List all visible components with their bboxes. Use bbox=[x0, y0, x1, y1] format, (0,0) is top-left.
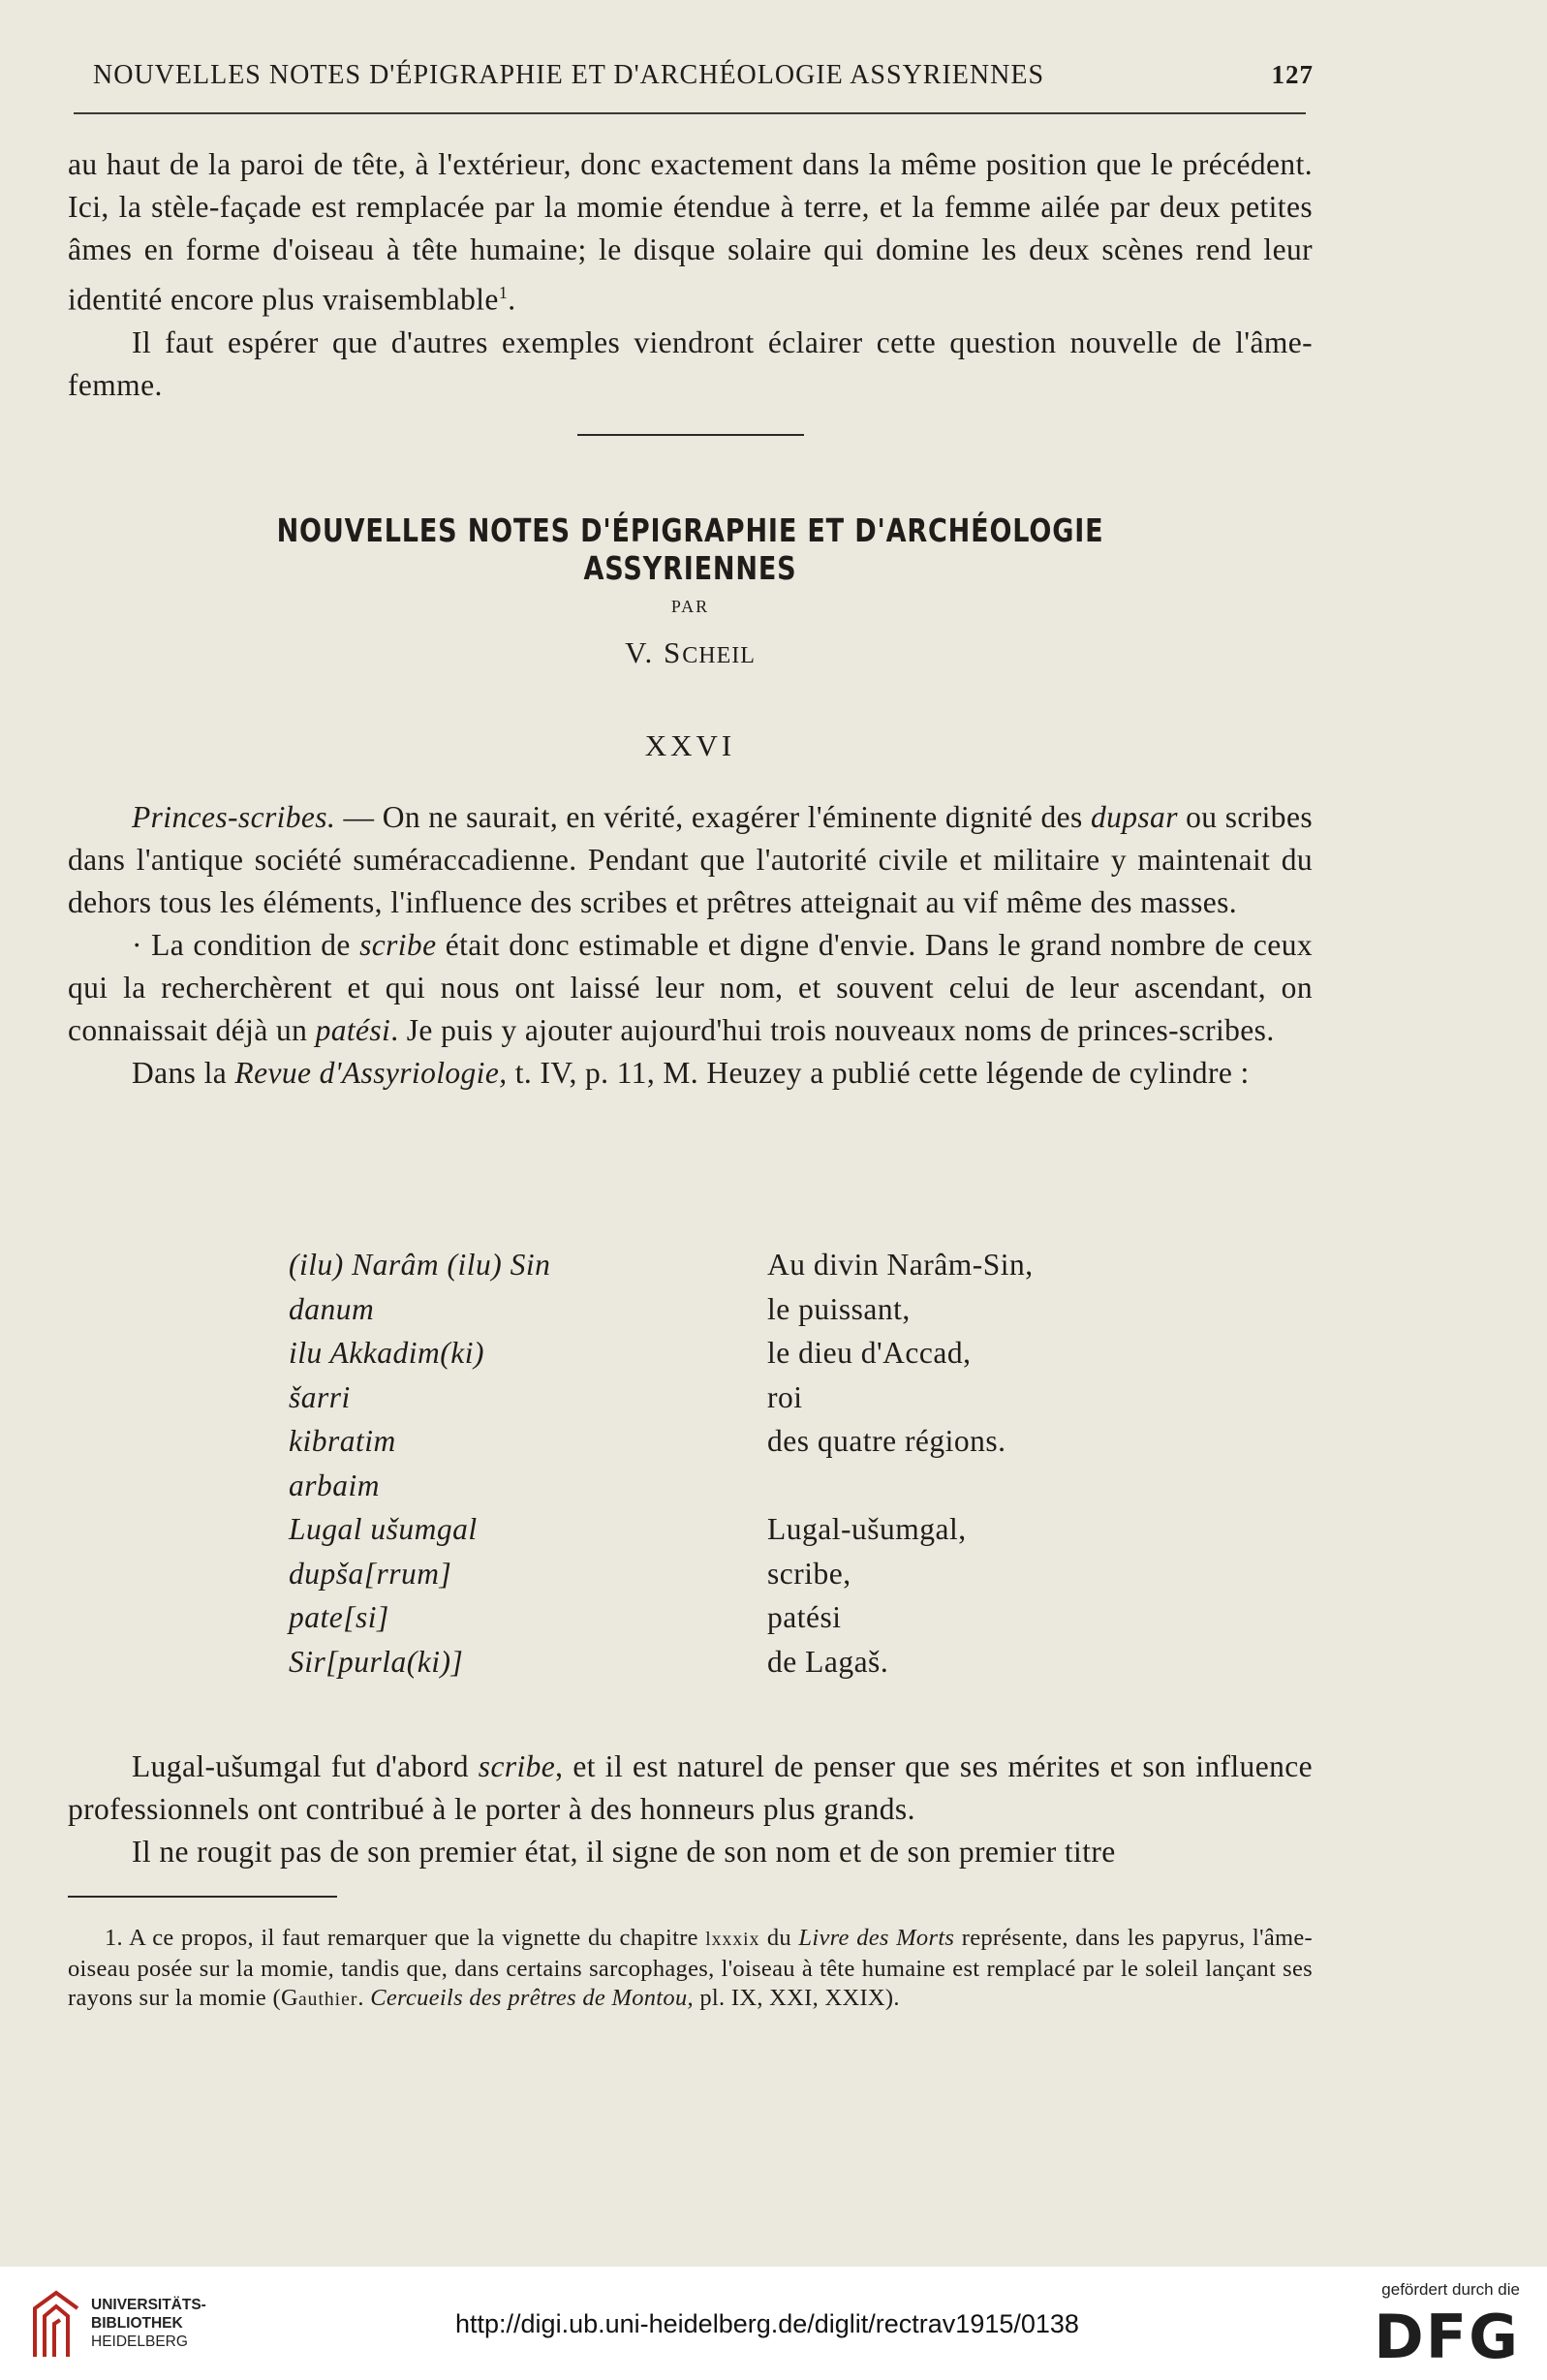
paragraph-condition: · La condition de scribe était donc estimable et digne d'envie. Dans le grand nombre de ceux qui la recherchèrent et qui nous ont laissé leur nom, et souvent celui de leur ascendant, on connaissait déjà un patési. Je puis y ajouter aujourd'hui trois nouveaux noms de princes-scribes. bbox=[68, 928, 1313, 1047]
header-rule bbox=[74, 112, 1306, 114]
legend-row: šarri roi bbox=[289, 1379, 803, 1414]
library-name: UNIVERSITÄTS- BIBLIOTHEK HEIDELBERG bbox=[91, 2297, 206, 2350]
footnote bbox=[68, 1924, 1313, 2015]
byline-par: PAR bbox=[670, 597, 710, 616]
article-body-continued bbox=[68, 1746, 1313, 1873]
continuation-text bbox=[68, 143, 1313, 407]
legend-row: ilu Akkadim(ki) le dieu d'Accad, bbox=[289, 1336, 972, 1370]
legend-row: danum le puissant, bbox=[289, 1291, 911, 1326]
paragraph-rougit: Il ne rougit pas de son premier état, il signe de son nom et de son premier titre bbox=[132, 1835, 1116, 1869]
article-body bbox=[68, 796, 1313, 1095]
paragraph-lugal: Lugal-ušumgal fut d'abord scribe, et il est naturel de penser que ses mérites et son influence professionnels ont contribué à le porter à des honneurs plus grands. bbox=[68, 1749, 1313, 1826]
paragraph-princes-scribes: Princes-scribes. — On ne saurait, en vérité, exagérer l'éminente dignité des dupsar ou scribes dans l'antique société suméraccadienne. Pendant que l'autorité civile et militaire y maintenait du dehors tous les éléments, l'influence des scribes et prêtres atteignait au vif même des masses. bbox=[68, 800, 1313, 919]
legend-row: arbaim bbox=[289, 1468, 381, 1502]
legend-row: Sir[purla(ki)] de Lagaš. bbox=[289, 1644, 889, 1679]
running-header bbox=[93, 60, 1314, 91]
digitization-footer bbox=[0, 2267, 1547, 2380]
section-number: XXVI bbox=[644, 728, 736, 762]
university-library-logo-icon bbox=[27, 2289, 85, 2359]
page-number: 127 bbox=[1271, 60, 1314, 89]
funding-caption: gefördert durch die bbox=[1381, 2280, 1520, 2299]
legend-row: Lugal ušumgal Lugal-ušumgal, bbox=[289, 1512, 967, 1546]
legend-row: (ilu) Narâm (ilu) Sin Au divin Narâm-Sin, bbox=[289, 1248, 1034, 1282]
dfg-logo: DFG bbox=[1374, 2302, 1520, 2372]
legend-row: dupša[rrum] scribe, bbox=[289, 1556, 851, 1591]
legend-row: pate[si] patési bbox=[289, 1600, 842, 1634]
footnote-ref[interactable]: 1 bbox=[498, 283, 509, 302]
running-title: NOUVELLES NOTES D'ÉPIGRAPHIE ET D'ARCHÉOLOGIE ASSYRIENNES bbox=[93, 60, 1045, 90]
footnote-rule bbox=[68, 1896, 337, 1898]
legend-row: kibratim des quatre régions. bbox=[289, 1424, 1006, 1458]
author-name: V. SCHEIL bbox=[625, 635, 756, 669]
section-separator bbox=[577, 434, 804, 436]
footnote-1: 1. A ce propos, il faut remarquer que la vignette du chapitre lxxxix du Livre des Morts représente, dans les papyrus, l'âme-oiseau posée sur la momie, tandis que, dans certains sarcophages, l'oiseau à tête humaine est remplacé par le soleil lançant ses rayons sur la momie (Gauthier. Cercueils des prêtres de Montou, pl. IX, XXI, XXIX). bbox=[68, 1925, 1313, 2011]
cylinder-legend-table bbox=[289, 1248, 1174, 1688]
paragraph-revue: Dans la Revue d'Assyriologie, t. IV, p. 11, M. Heuzey a publié cette légende de cylindre : bbox=[132, 1056, 1250, 1090]
continuation-paragraph: au haut de la paroi de tête, à l'extérieur, donc exactement dans la même position que le précédent. Ici, la stèle-façade est remplacée par la momie étendue à terre, et la femme ailée par deux petites âmes en forme d'oiseau à tête humaine; le disque solaire qui domine les deux scènes rend leur identité encore plus vraisemblable$^1$. bbox=[68, 147, 1313, 317]
article-title: NOUVELLES NOTES D'ÉPIGRAPHIE ET D'ARCHÉOLOGIE ASSYRIENNES bbox=[276, 511, 1104, 587]
continuation-paragraph-2: Il faut espérer que d'autres exemples viendront éclairer cette question nouvelle de l'âme-femme. bbox=[68, 325, 1313, 402]
permalink-url[interactable]: http://digi.ub.uni-heidelberg.de/diglit/rectrav1915/0138 bbox=[455, 2309, 1079, 2338]
